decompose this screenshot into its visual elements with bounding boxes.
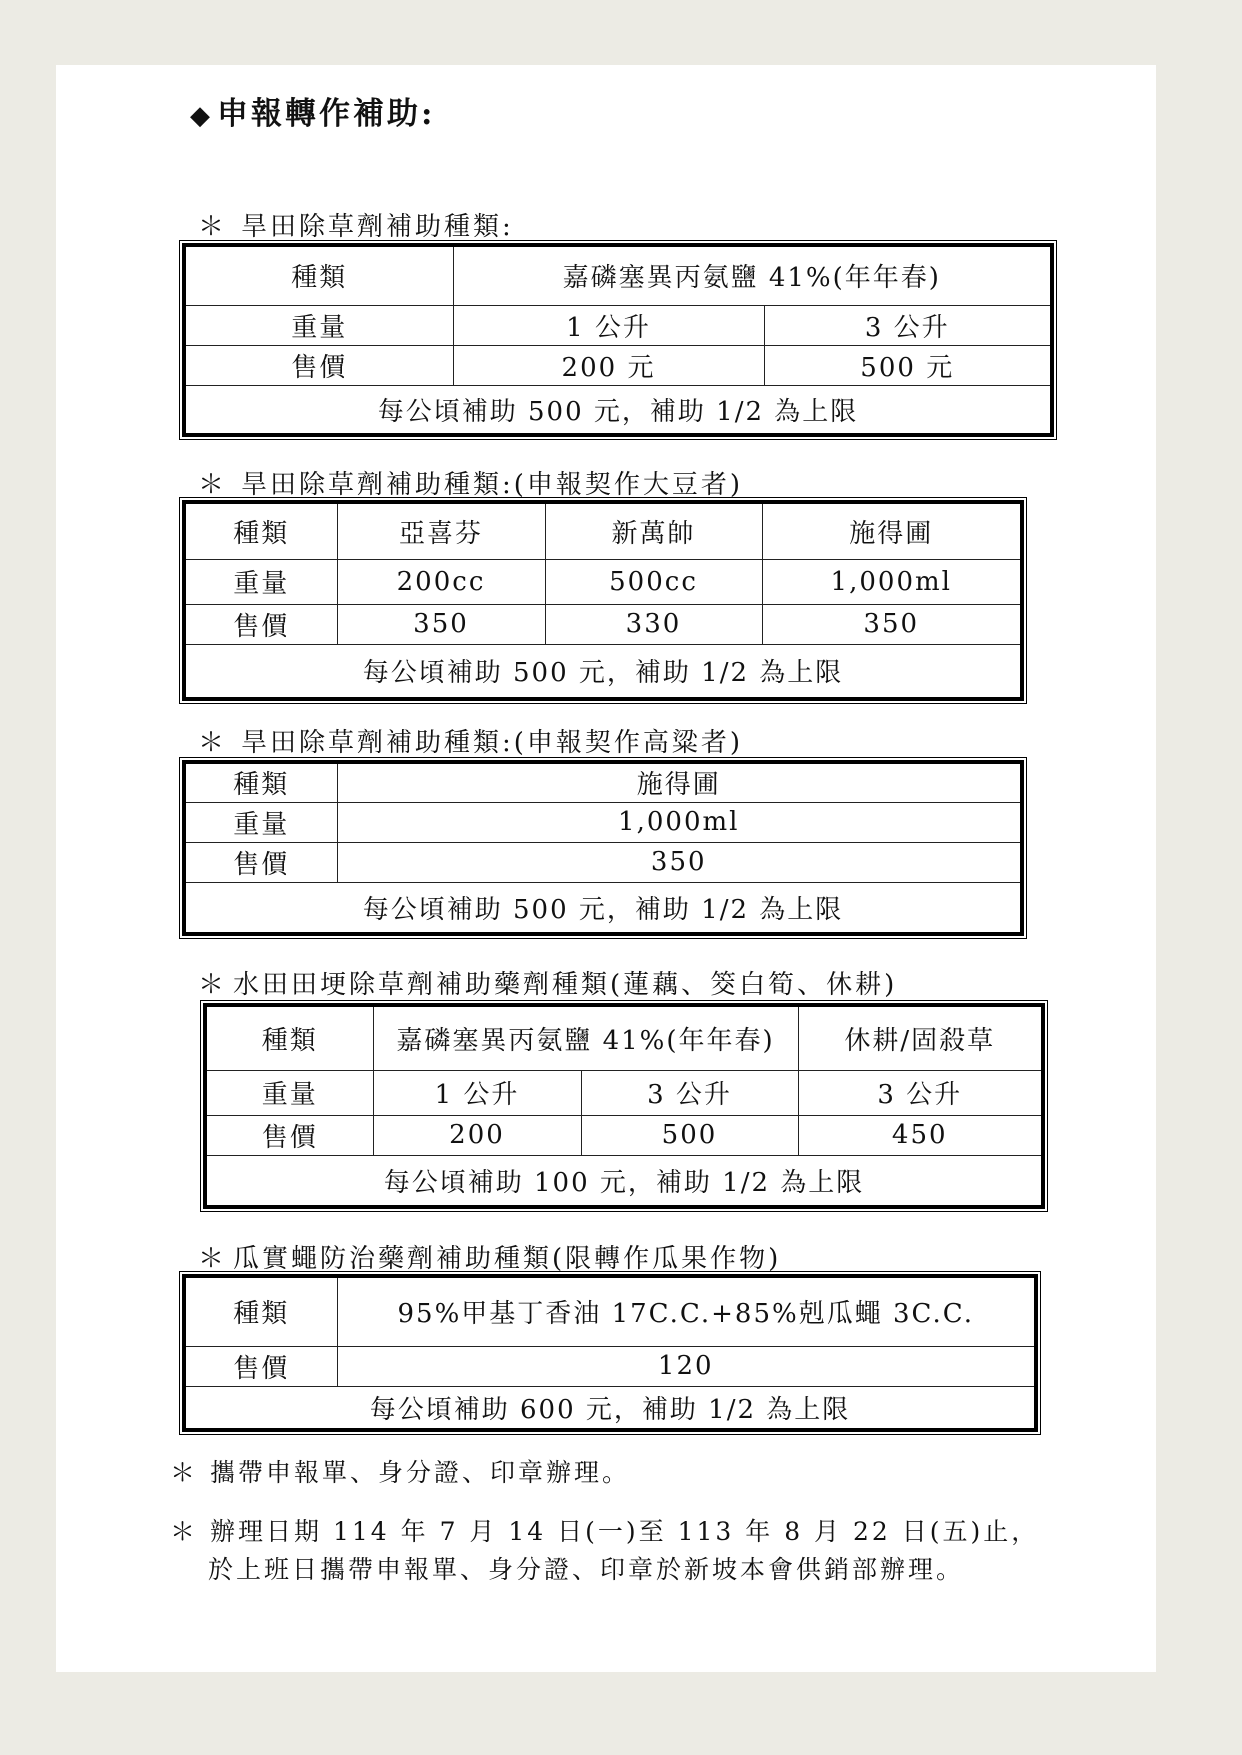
table-row <box>184 1386 1036 1430</box>
weight-cell: 3 公升 <box>581 1070 798 1115</box>
row-label-weight: 重量 <box>184 802 337 842</box>
note-text: 攜帶申報單、身分證、印章辦理。 <box>210 1458 631 1487</box>
row-label-kind: 種類 <box>184 245 453 305</box>
asterisk-icon: ＊ <box>198 212 228 242</box>
row-label-weight: 重量 <box>184 305 453 345</box>
row-label-kind: 種類 <box>184 502 337 559</box>
product-name-cell: 新萬帥 <box>545 502 762 559</box>
weight-cell: 1,000ml <box>337 802 1022 842</box>
section-4-table <box>203 1003 1045 1209</box>
note-text: 辦理日期 114 年 7 月 14 日(一)至 113 年 8 月 22 日(五)止， <box>210 1517 1040 1546</box>
table-row <box>184 385 1052 435</box>
weight-cell: 3 公升 <box>798 1070 1043 1115</box>
price-cell: 330 <box>545 604 762 644</box>
note-processing-location <box>208 1550 964 1586</box>
weight-cell: 500cc <box>545 559 762 604</box>
asterisk-icon: ＊ <box>170 1517 199 1546</box>
row-label-kind: 種類 <box>205 1005 373 1070</box>
asterisk-icon: ＊ <box>198 728 228 758</box>
section-2-table <box>182 500 1024 701</box>
row-label-price: 售價 <box>205 1115 373 1155</box>
table-row <box>184 644 1022 699</box>
table-row <box>184 345 1052 385</box>
subsidy-footer: 每公頃補助 500 元，補助 1/2 為上限 <box>184 385 1052 435</box>
section-5-heading <box>198 1238 781 1275</box>
page-title <box>190 88 435 133</box>
price-cell: 500 <box>581 1115 798 1155</box>
asterisk-icon: ＊ <box>198 1244 228 1274</box>
table-row <box>205 1070 1043 1115</box>
product-name-cell: 亞喜芬 <box>337 502 545 559</box>
section-4-heading-text: 水田田埂除草劑補助藥劑種類(蓮藕、筊白筍、休耕) <box>233 970 898 1000</box>
subsidy-footer: 每公頃補助 500 元，補助 1/2 為上限 <box>184 644 1022 699</box>
weight-cell: 1 公升 <box>453 305 764 345</box>
product-name-cell: 95%甲基丁香油 17C.C.+85%剋瓜蠅 3C.C. <box>337 1276 1036 1346</box>
asterisk-icon: ＊ <box>198 470 228 500</box>
section-2-heading <box>198 464 743 501</box>
section-4-heading <box>198 964 897 1001</box>
section-2-heading-text: 旱田除草劑補助種類:(申報契作大豆者) <box>241 470 744 500</box>
product-name-cell: 休耕/固殺草 <box>798 1005 1043 1070</box>
note-text: 於上班日攜帶申報單、身分證、印章於新坡本會供銷部辦理。 <box>208 1555 965 1584</box>
section-3-heading-text: 旱田除草劑補助種類:(申報契作高粱者) <box>241 728 744 758</box>
product-name-cell: 嘉磷塞異丙氨鹽 41%(年年春) <box>373 1005 798 1070</box>
section-3-table <box>182 760 1024 936</box>
page-title-text: 申報轉作補助: <box>217 96 436 132</box>
row-label-price: 售價 <box>184 1346 337 1386</box>
table-row <box>184 502 1022 559</box>
price-cell: 350 <box>337 842 1022 882</box>
price-cell: 120 <box>337 1346 1036 1386</box>
table-row <box>184 762 1022 802</box>
row-label-kind: 種類 <box>184 762 337 802</box>
price-cell: 200 元 <box>453 345 764 385</box>
section-1-table <box>182 243 1054 437</box>
table-row <box>184 1276 1036 1346</box>
row-label-price: 售價 <box>184 842 337 882</box>
note-bring-documents <box>170 1453 630 1489</box>
section-1-heading <box>198 206 514 243</box>
row-label-price: 售價 <box>184 345 453 385</box>
section-5-heading-text: 瓜實蠅防治藥劑補助種類(限轉作瓜果作物) <box>233 1244 782 1274</box>
weight-cell: 1,000ml <box>762 559 1022 604</box>
table-row <box>184 882 1022 934</box>
product-name-cell: 施得圃 <box>762 502 1022 559</box>
price-cell: 350 <box>337 604 545 644</box>
table-row <box>184 802 1022 842</box>
table-row <box>184 559 1022 604</box>
asterisk-icon: ＊ <box>198 970 228 1000</box>
price-cell: 500 元 <box>764 345 1052 385</box>
product-name-cell: 嘉磷塞異丙氨鹽 41%(年年春) <box>453 245 1052 305</box>
table-row <box>184 245 1052 305</box>
price-cell: 200 <box>373 1115 581 1155</box>
section-5-table <box>182 1274 1038 1432</box>
table-row <box>184 604 1022 644</box>
table-row <box>205 1005 1043 1070</box>
subsidy-footer: 每公頃補助 100 元，補助 1/2 為上限 <box>205 1155 1043 1207</box>
price-cell: 450 <box>798 1115 1043 1155</box>
weight-cell: 1 公升 <box>373 1070 581 1115</box>
price-cell: 350 <box>762 604 1022 644</box>
product-name-cell: 施得圃 <box>337 762 1022 802</box>
weight-cell: 200cc <box>337 559 545 604</box>
note-processing-dates <box>170 1512 1039 1548</box>
table-row <box>205 1155 1043 1207</box>
table-row <box>184 842 1022 882</box>
table-row <box>205 1115 1043 1155</box>
subsidy-footer: 每公頃補助 600 元，補助 1/2 為上限 <box>184 1386 1036 1430</box>
section-3-heading <box>198 722 743 759</box>
section-1-heading-text: 旱田除草劑補助種類: <box>241 212 514 242</box>
subsidy-footer: 每公頃補助 500 元，補助 1/2 為上限 <box>184 882 1022 934</box>
row-label-weight: 重量 <box>184 559 337 604</box>
row-label-weight: 重量 <box>205 1070 373 1115</box>
diamond-bullet-icon: ◆ <box>190 101 213 131</box>
row-label-kind: 種類 <box>184 1276 337 1346</box>
row-label-price: 售價 <box>184 604 337 644</box>
table-row <box>184 305 1052 345</box>
weight-cell: 3 公升 <box>764 305 1052 345</box>
asterisk-icon: ＊ <box>170 1458 199 1487</box>
table-row <box>184 1346 1036 1386</box>
